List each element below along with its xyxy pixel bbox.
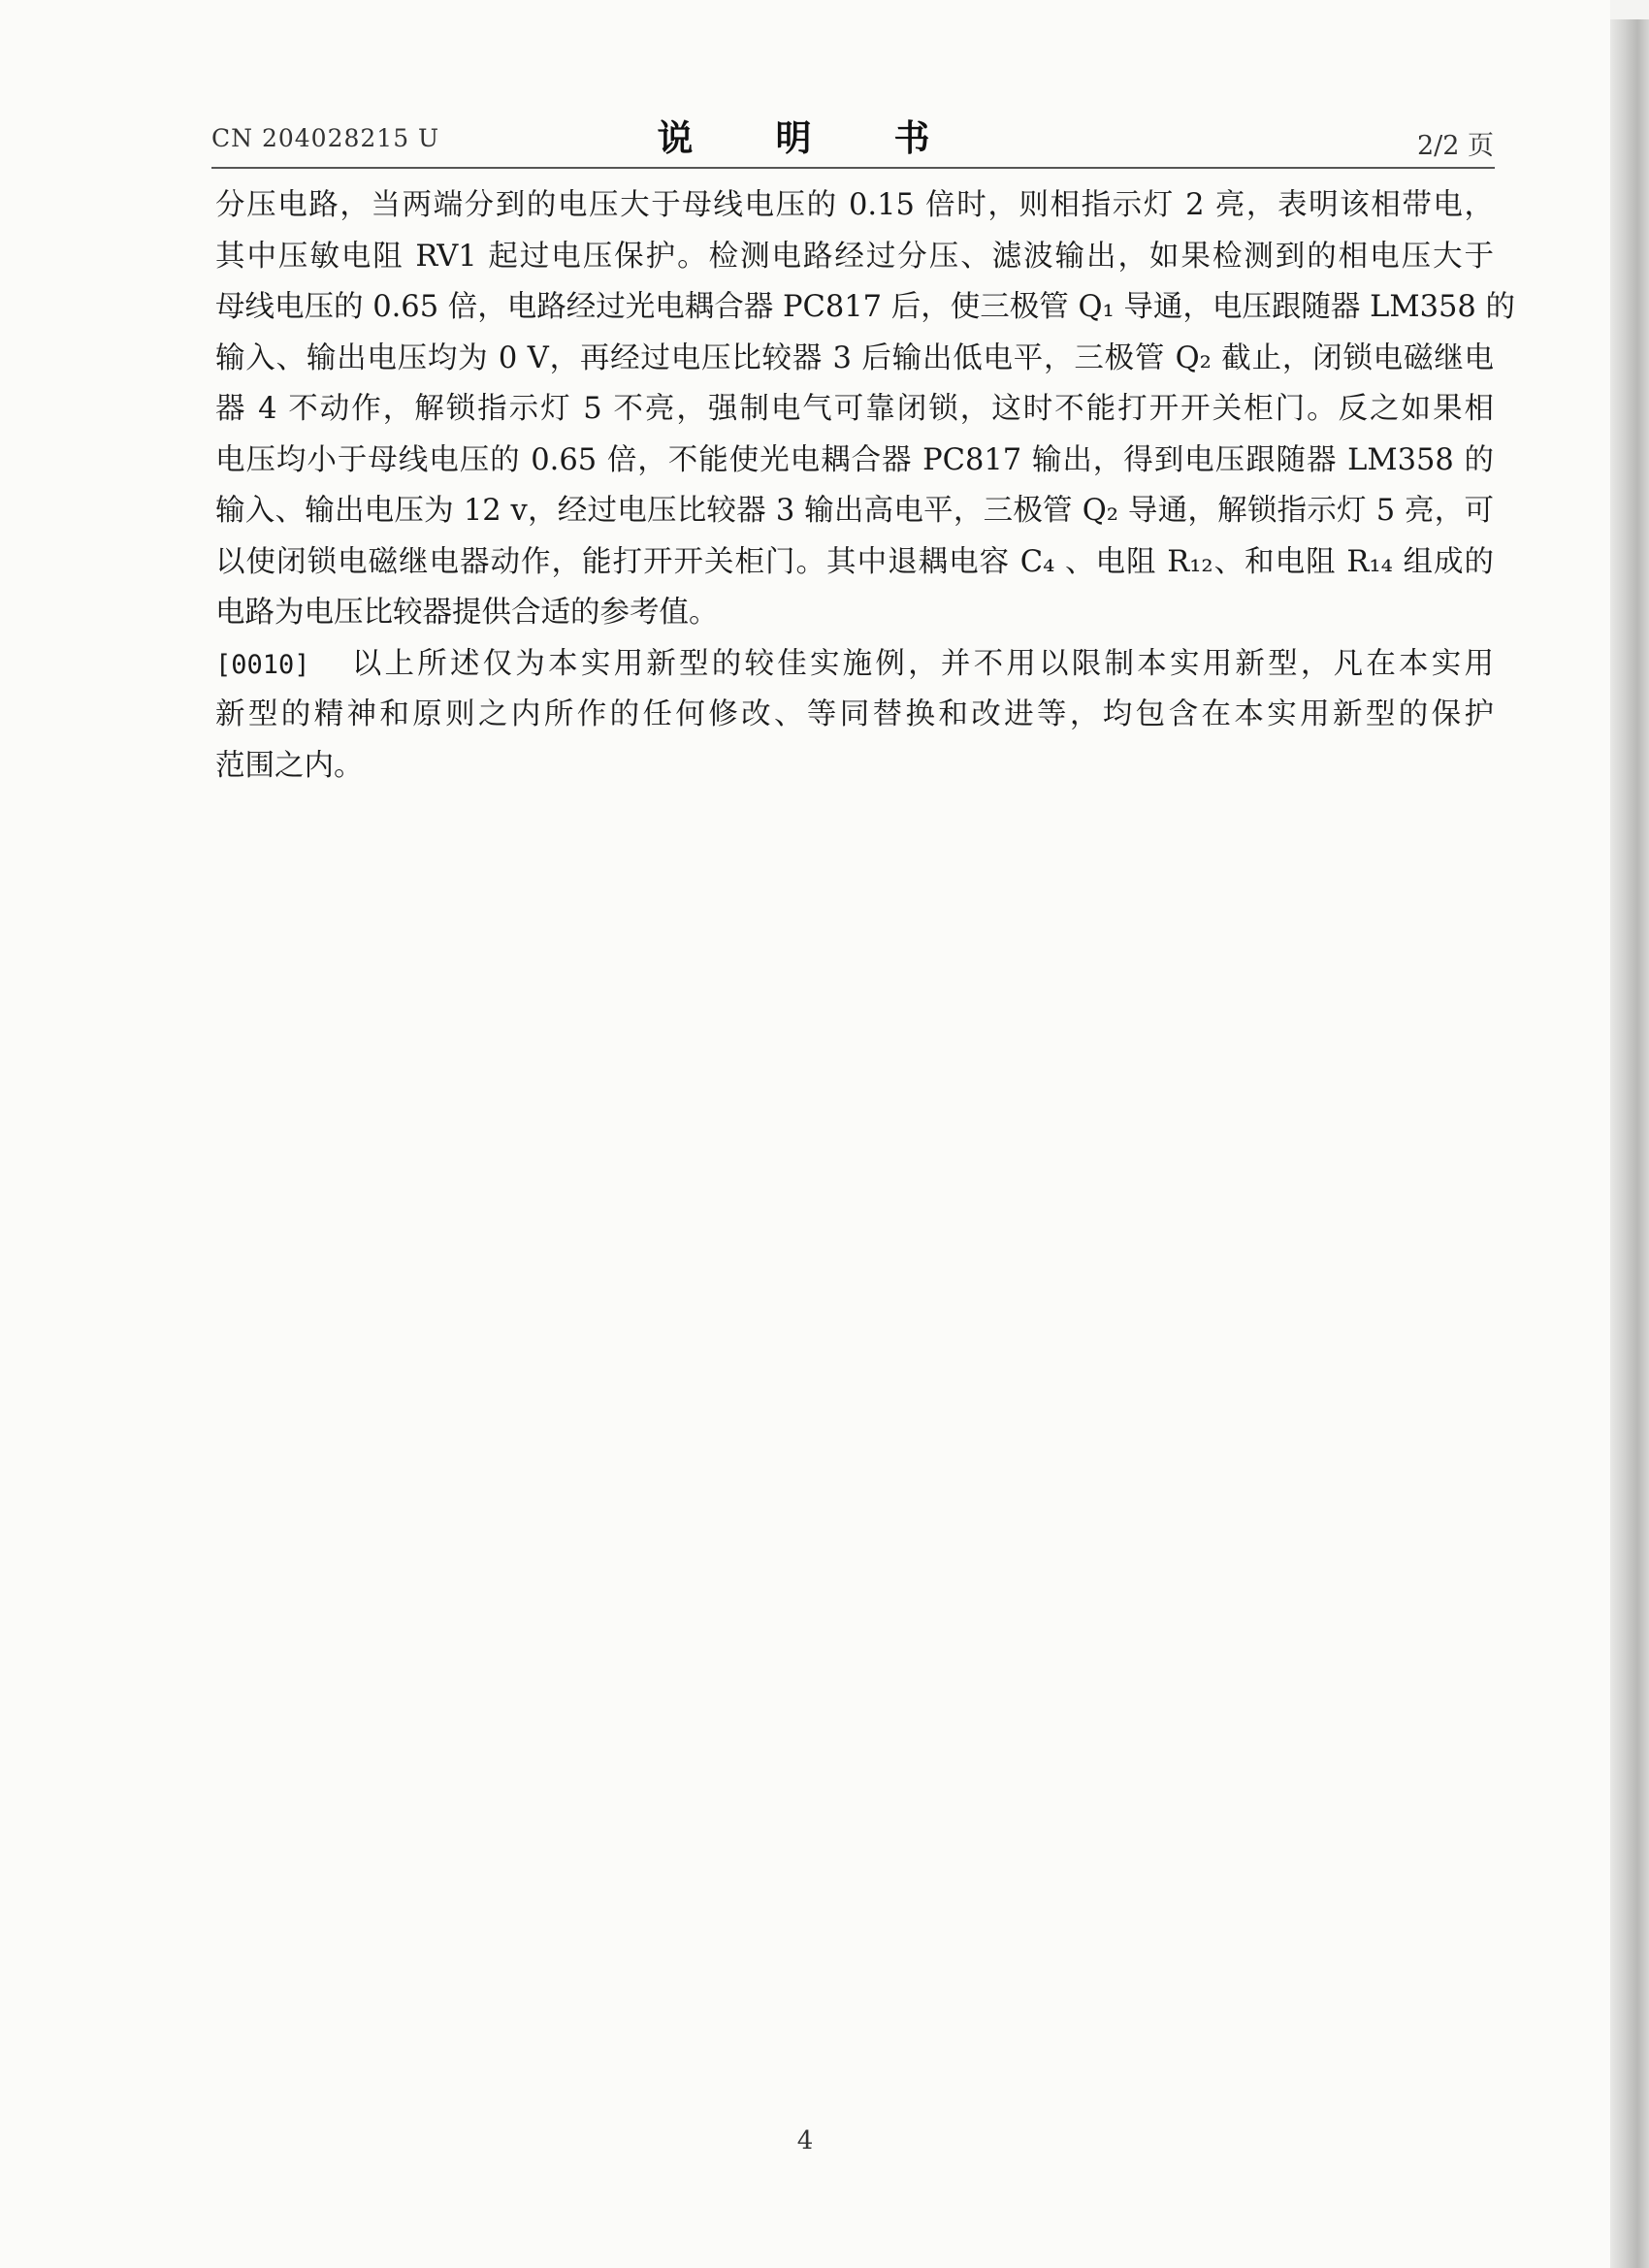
body-line: 新型的精神和原则之内所作的任何修改、等同替换和改进等，均包含在本实用新型的保护	[215, 697, 1494, 731]
document-body	[215, 180, 1515, 792]
body-line: 输入、输出电压均为 0 V，再经过电压比较器 3 后输出低电平，三极管 Q₂ 截止，闭锁电磁继电	[215, 340, 1494, 375]
patent-number: CN 204028215 U	[211, 124, 440, 152]
body-line: 电压均小于母线电压的 0.65 倍，不能使光电耦合器 PC817 输出，得到电压跟随器 LM358 的	[215, 442, 1494, 477]
body-line: 输入、输出电压为 12 v，经过电压比较器 3 输出高电平，三极管 Q₂ 导通，解锁指示灯 5 亮，可	[215, 494, 1494, 528]
paragraph-number: [0010]	[215, 649, 310, 680]
scan-edge-shadow	[1610, 19, 1649, 2268]
body-line: 范围之内。	[215, 748, 364, 783]
page-indicator: 2/2 页	[1416, 131, 1494, 161]
body-line: 分压电路，当两端分到的电压大于母线电压的 0.15 倍时，则相指示灯 2 亮，表明该相带电，	[215, 188, 1494, 222]
paragraph-text: 以上所述仅为本实用新型的较佳实施例，并不用以限制本实用新型，凡在本实用	[348, 646, 1494, 681]
body-line: 其中压敏电阻 RV1 起过电压保护。检测电路经过分压、滤波输出，如果检测到的相电压大于	[215, 239, 1494, 274]
body-line: 电路为电压比较器提供合适的参考值。	[215, 596, 719, 630]
header-divider	[211, 167, 1495, 169]
body-line: 器 4 不动作，解锁指示灯 5 不亮，强制电气可靠闭锁，这时不能打开开关柜门。反之如果相	[215, 392, 1494, 426]
footer-page-number: 4	[796, 2126, 814, 2155]
body-line: 母线电压的 0.65 倍，电路经过光电耦合器 PC817 后，使三极管 Q₁ 导通，电压跟随器 LM358 的	[215, 290, 1515, 324]
paragraph-0010-first-line	[215, 639, 1494, 691]
page-title: 说 明 书	[657, 116, 954, 159]
body-line: 以使闭锁电磁继电器动作，能打开开关柜门。其中退耦电容 C₄ 、电阻 R₁₂、和电阻 R₁₄ 组成的	[215, 544, 1494, 579]
